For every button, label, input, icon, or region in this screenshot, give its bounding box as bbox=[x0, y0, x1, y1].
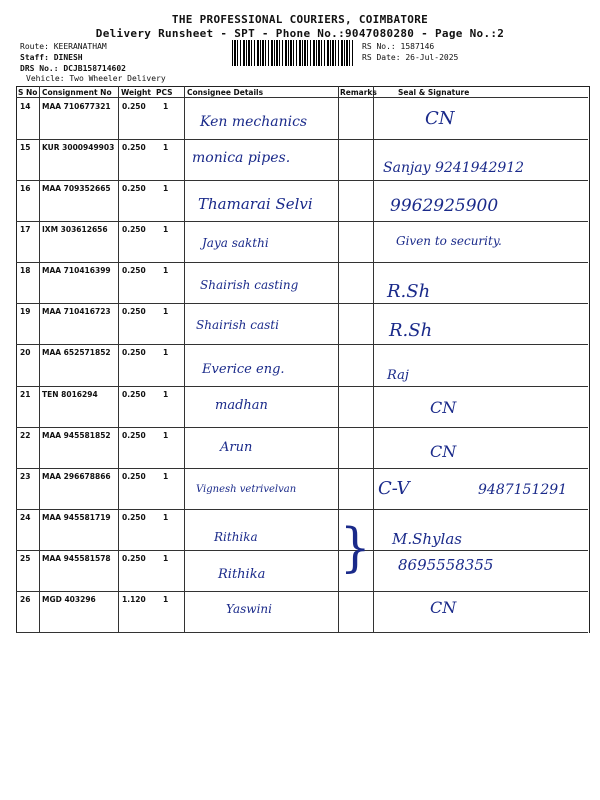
rs-number: RS No.: 1587146 bbox=[362, 42, 435, 51]
consignee-handwriting: Rithika bbox=[218, 567, 266, 582]
vehicle-label: Vehicle: Two Wheeler Delivery bbox=[26, 74, 166, 83]
row-pcs: 1 bbox=[163, 554, 169, 563]
row-pcs: 1 bbox=[163, 472, 169, 481]
row-divider bbox=[16, 303, 588, 304]
row-sno: 14 bbox=[20, 102, 31, 111]
col-header-weight: Weight bbox=[121, 88, 151, 97]
row-sno: 24 bbox=[20, 513, 31, 522]
seal-signature: CN bbox=[425, 108, 455, 129]
row-weight: 0.250 bbox=[122, 225, 146, 234]
consignee-handwriting: Rithika bbox=[214, 530, 258, 544]
runsheet-title: Delivery Runsheet - SPT - Phone No.:9047080280 - Page No.:2 bbox=[95, 27, 505, 40]
seal-signature: Given to security. bbox=[396, 234, 502, 248]
row-consignment: KUR 3000949903 bbox=[42, 143, 115, 152]
row-weight: 0.250 bbox=[122, 390, 146, 399]
row-weight: 0.250 bbox=[122, 143, 146, 152]
row-consignment: TEN 8016294 bbox=[42, 390, 98, 399]
seal-signature: R.Sh bbox=[389, 320, 433, 341]
row-sno: 17 bbox=[20, 225, 31, 234]
row-weight: 0.250 bbox=[122, 348, 146, 357]
col-header-sno: S No bbox=[18, 88, 38, 97]
row-pcs: 1 bbox=[163, 143, 169, 152]
row-pcs: 1 bbox=[163, 266, 169, 275]
row-divider bbox=[16, 386, 588, 387]
col-header-seal: Seal & Signature bbox=[398, 88, 470, 97]
row-pcs: 1 bbox=[163, 513, 169, 522]
col-header-consignee: Consignee Details bbox=[187, 88, 264, 97]
row-consignment: MAA 710416399 bbox=[42, 266, 111, 275]
row-weight: 0.250 bbox=[122, 266, 146, 275]
seal-signature-scribble: C-V bbox=[378, 478, 410, 499]
row-pcs: 1 bbox=[163, 431, 169, 440]
seal-signature: Sanjay 9241942912 bbox=[383, 160, 525, 176]
consignee-handwriting: Yaswini bbox=[226, 602, 272, 616]
row-consignment: MGD 403296 bbox=[42, 595, 96, 604]
col-header-consignment: Consignment No bbox=[42, 88, 112, 97]
row-sno: 15 bbox=[20, 143, 31, 152]
consignee-handwriting: Vignesh vetrivelvan bbox=[196, 484, 297, 495]
row-pcs: 1 bbox=[163, 102, 169, 111]
consignee-handwriting: Everice eng. bbox=[202, 362, 285, 377]
staff-label: Staff: DINESH bbox=[20, 53, 83, 62]
row-sno: 19 bbox=[20, 307, 31, 316]
row-pcs: 1 bbox=[163, 184, 169, 193]
row-weight: 0.250 bbox=[122, 431, 146, 440]
company-title: THE PROFESSIONAL COURIERS, COIMBATORE bbox=[171, 13, 429, 26]
consignee-handwriting: Ken mechanics bbox=[200, 114, 308, 130]
row-pcs: 1 bbox=[163, 595, 169, 604]
row-pcs: 1 bbox=[163, 307, 169, 316]
row-weight: 1.120 bbox=[122, 595, 146, 604]
row-sno: 22 bbox=[20, 431, 31, 440]
row-divider bbox=[16, 591, 588, 592]
row-sno: 20 bbox=[20, 348, 31, 357]
row-consignment: MAA 709352665 bbox=[42, 184, 111, 193]
row-pcs: 1 bbox=[163, 390, 169, 399]
barcode bbox=[232, 40, 354, 66]
row-divider bbox=[16, 221, 588, 222]
consignee-handwriting: madhan bbox=[215, 398, 268, 413]
seal-signature: 9487151291 bbox=[478, 482, 568, 498]
consignee-handwriting: Thamarai Selvi bbox=[198, 195, 313, 213]
row-consignment: MAA 710677321 bbox=[42, 102, 111, 111]
col-header-pcs: PCS bbox=[156, 88, 173, 97]
seal-signature: M.Shylas bbox=[392, 530, 462, 548]
row-consignment: MAA 945581852 bbox=[42, 431, 111, 440]
row-consignment: MAA 945581719 bbox=[42, 513, 111, 522]
row-pcs: 1 bbox=[163, 348, 169, 357]
row-weight: 0.250 bbox=[122, 513, 146, 522]
row-consignment: IXM 303612656 bbox=[42, 225, 108, 234]
rs-date: RS Date: 26-Jul-2025 bbox=[362, 53, 459, 62]
row-consignment: MAA 652571852 bbox=[42, 348, 111, 357]
row-sno: 21 bbox=[20, 390, 31, 399]
row-sno: 23 bbox=[20, 472, 31, 481]
consignee-handwriting: Jaya sakthi bbox=[202, 236, 269, 250]
row-divider bbox=[16, 509, 588, 510]
consignee-handwriting: Shairish casting bbox=[200, 278, 299, 292]
seal-signature: CN bbox=[430, 442, 457, 461]
seal-signature: 9962925900 bbox=[390, 196, 499, 216]
row-sno: 18 bbox=[20, 266, 31, 275]
seal-signature: Raj bbox=[387, 368, 409, 383]
seal-signature: 8695558355 bbox=[398, 556, 494, 574]
route-label: Route: KEERANATHAM bbox=[20, 42, 107, 51]
row-consignment: MAA 710416723 bbox=[42, 307, 111, 316]
seal-signature: CN bbox=[430, 598, 457, 617]
consignee-handwriting: Arun bbox=[220, 440, 253, 455]
consignee-handwriting: monica pipes. bbox=[192, 150, 291, 166]
row-divider bbox=[16, 139, 588, 140]
row-weight: 0.250 bbox=[122, 307, 146, 316]
consignee-handwriting: Shairish casti bbox=[196, 318, 279, 332]
row-weight: 0.250 bbox=[122, 554, 146, 563]
row-sno: 25 bbox=[20, 554, 31, 563]
row-sno: 26 bbox=[20, 595, 31, 604]
seal-signature: CN bbox=[430, 398, 457, 417]
row-divider bbox=[16, 468, 588, 469]
handwritten-brace: } bbox=[340, 517, 371, 579]
row-divider bbox=[16, 180, 588, 181]
row-pcs: 1 bbox=[163, 225, 169, 234]
row-consignment: MAA 296678866 bbox=[42, 472, 111, 481]
row-divider bbox=[16, 344, 588, 345]
table-bottom bbox=[16, 632, 588, 633]
row-weight: 0.250 bbox=[122, 102, 146, 111]
row-weight: 0.250 bbox=[122, 472, 146, 481]
header-divider bbox=[16, 97, 588, 98]
row-divider bbox=[16, 427, 588, 428]
row-divider bbox=[16, 262, 588, 263]
seal-signature: R.Sh bbox=[387, 281, 431, 302]
row-divider bbox=[16, 550, 588, 551]
row-sno: 16 bbox=[20, 184, 31, 193]
row-weight: 0.250 bbox=[122, 184, 146, 193]
col-header-remarks: Remarks bbox=[340, 88, 377, 97]
row-consignment: MAA 945581578 bbox=[42, 554, 111, 563]
drs-number: DRS No.: DCJB158714602 bbox=[20, 64, 126, 73]
